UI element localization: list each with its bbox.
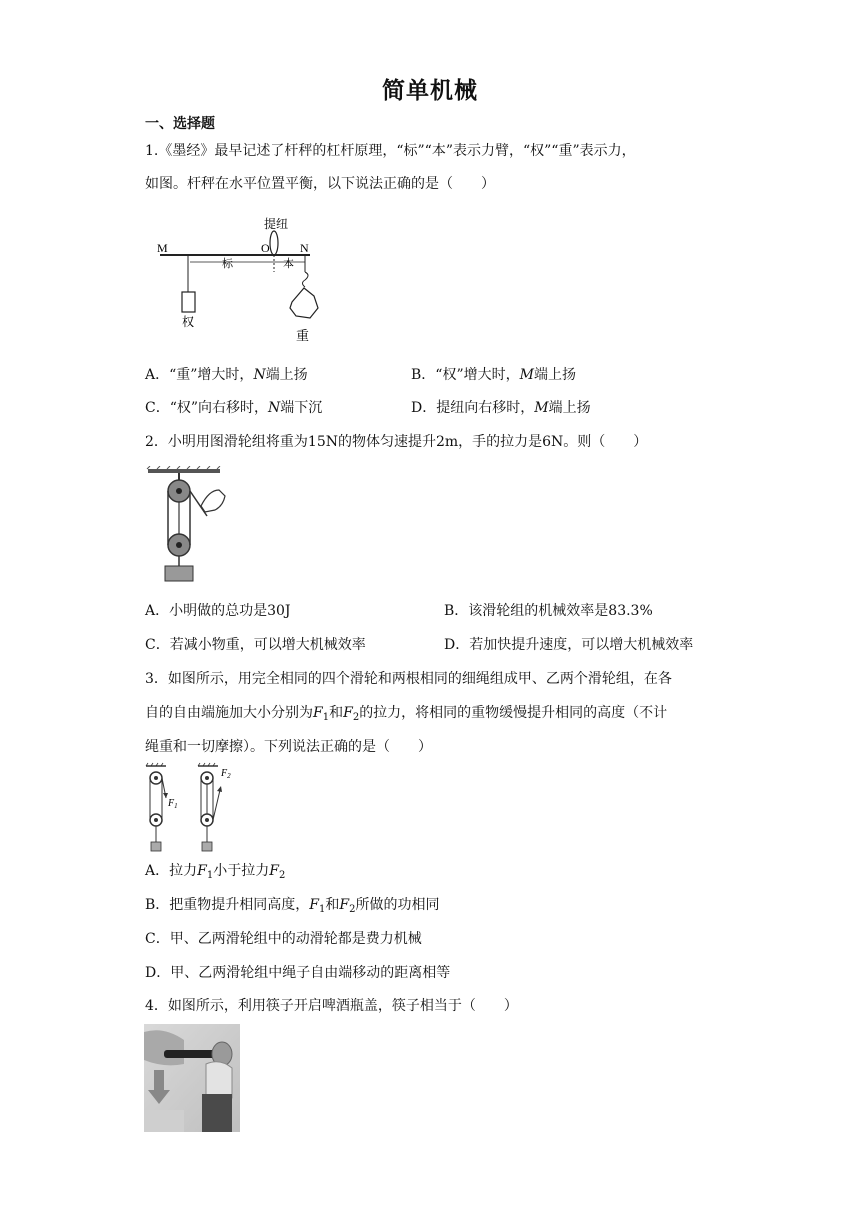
q3-stem-line1: 3．如图所示，用完全相同的四个滑轮和两根相同的细绳组成甲、乙两个滑轮组，在各 [145,671,672,687]
q3-option-a[interactable]: A．拉力$F_1$小于拉力$F_2$ [145,863,286,881]
tinuo-label: 提纽 [264,217,289,231]
biao-label: 标 [222,258,233,270]
q3-option-b[interactable]: B．把重物提升相同高度，$F_1$和$F_2$所做的功相同 [145,897,440,915]
hand-shape [201,490,225,512]
q1-option-a[interactable]: A．“重”增大时，N端上扬 [145,367,308,383]
m-label: M [157,241,168,255]
pulley-hand-figure [145,466,235,586]
q2-option-a[interactable]: A．小明做的总功是30J [145,603,291,619]
weight-quan [182,292,195,312]
n-label: N [300,241,309,255]
q1-option-c[interactable]: C．“权”向右移时，N端下沉 [145,400,323,416]
ben-label: 本 [283,258,294,270]
section-heading: 一、选择题 [145,116,215,132]
q1-stem-line2: 如图。杆秤在水平位置平衡，以下说法正确的是（ ） [145,176,495,192]
o-label: O [261,241,270,255]
q3-option-d[interactable]: D．甲、乙两滑轮组中绳子自由端移动的距离相等 [145,965,451,981]
zhong-label: 重 [296,328,310,343]
q2-option-d[interactable]: D．若加快提升速度，可以增大机械效率 [444,637,694,653]
page-title: 简单机械 [382,78,478,104]
q3-option-c[interactable]: C．甲、乙两滑轮组中的动滑轮都是费力机械 [145,931,422,947]
heavy-object [290,288,318,318]
q4-stem: 4．如图所示，利用筷子开启啤酒瓶盖，筷子相当于（ ） [145,998,518,1014]
chopsticks-bottle-photo [144,1024,240,1132]
q1-option-b[interactable]: B．“权”增大时，M端上扬 [411,367,576,383]
lifting-loop [270,231,278,255]
two-pulley-systems-figure [144,760,244,856]
q2-option-c[interactable]: C．若减小物重，可以增大机械效率 [145,637,366,653]
q3-stem-line2: 自的自由端施加大小分别为$F_1$和$F_2$的拉力，将相同的重物缓慢提升相同的高度（不计 [145,705,668,723]
q3-stem-line3: 绳重和一切摩擦）。下列说法正确的是（ ） [145,739,432,755]
steelyard-figure [150,210,330,350]
q2-option-b[interactable]: B．该滑轮组的机械效率是83.3% [444,603,653,619]
svg-text:F2: $F_2$ [221,768,231,780]
quan-label: 权 [182,315,195,329]
svg-text:F1: $F_1$ [168,798,178,810]
load-block [165,566,193,581]
q1-option-d[interactable]: D．提纽向右移时，M端上扬 [411,400,591,416]
q2-stem: 2．小明用图滑轮组将重为15N的物体匀速提升2m，手的拉力是6N。则（ ） [145,434,648,450]
bottle [202,1094,232,1132]
q1-stem-line1: 1.《墨经》最早记述了杆秤的杠杆原理，“标”“本”表示力臂，“权”“重”表示力， [145,143,636,159]
